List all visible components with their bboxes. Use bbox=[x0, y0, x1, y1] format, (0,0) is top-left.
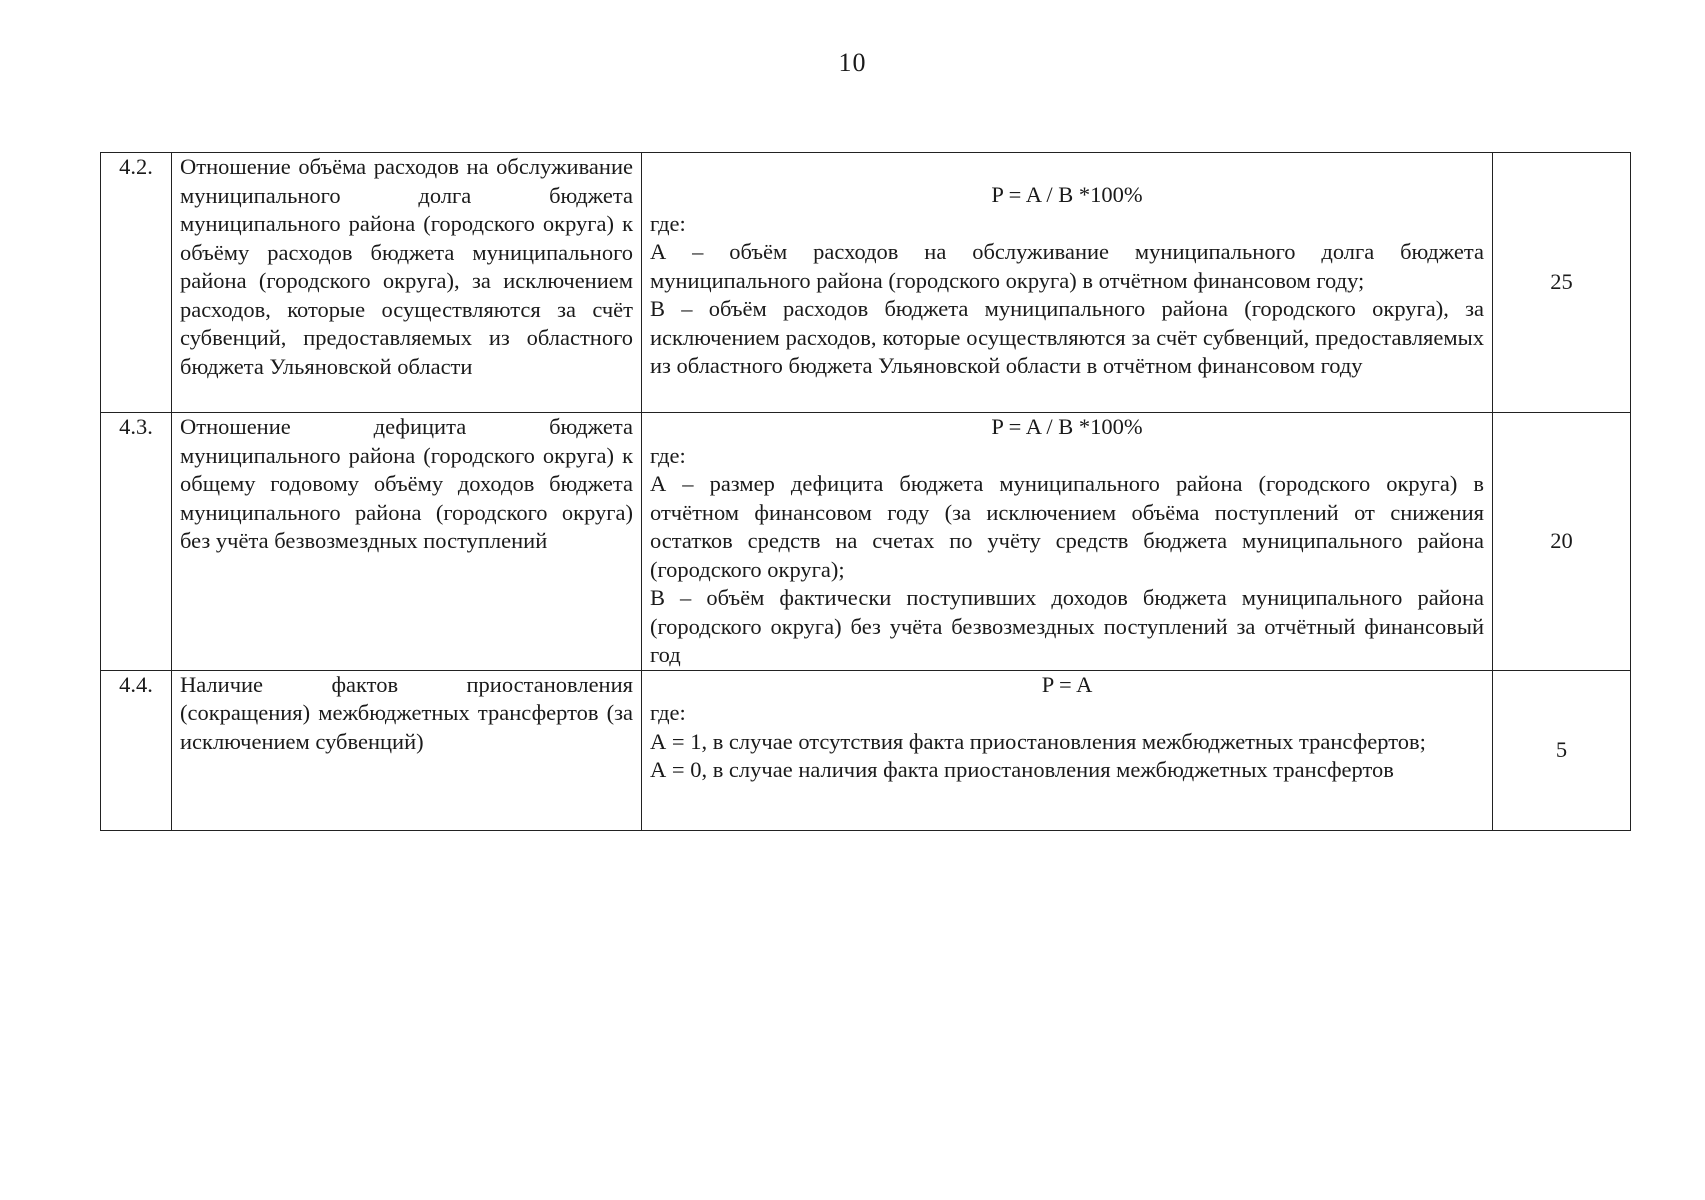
score-cell bbox=[1493, 153, 1631, 413]
formula-variable-desc: А = 0, в случае наличия факта приостановления межбюджетных трансфертов bbox=[650, 757, 1394, 782]
row-number: 4.4. bbox=[119, 671, 153, 697]
formula-variable-desc: А = 1, в случае отсутствия факта приостановления межбюджетных трансфертов; bbox=[650, 728, 1426, 754]
page-number: 10 bbox=[838, 48, 867, 77]
indicator-name: Отношение объёма расходов на обслуживание муниципального долга бюджета муниципального района (городского округа) к объёму расходов бюджета муниципального района (городского округа), за исключением расходов, которые осуществляются за счёт субвенций, предоставляемых из областного бюджета Ульяновской области bbox=[180, 154, 633, 379]
formula-variable-desc: В – объём расходов бюджета муниципального района (городского округа), за исключением расходов, которые осуществляются за счёт субвенций, предоставляемых из областного бюджета Ульяновской области в отчётном финансовом году bbox=[650, 296, 1484, 378]
formula-where: где: bbox=[650, 210, 686, 236]
formula-where: где: bbox=[650, 442, 686, 468]
score-value: 5 bbox=[1555, 736, 1568, 762]
indicator-name-cell bbox=[172, 153, 642, 413]
table-row bbox=[101, 670, 1631, 830]
formula-where: где: bbox=[650, 700, 686, 725]
formula: P = A / B *100% bbox=[991, 414, 1143, 439]
score-value: 25 bbox=[1550, 269, 1573, 295]
indicator-name: Отношение дефицита бюджета муниципального района (городского округа) к общему годовому объёму доходов бюджета муниципального района (городского округа) без учёта безвозмездных поступлений bbox=[180, 414, 633, 553]
row-number-cell bbox=[101, 413, 172, 671]
row-number-cell bbox=[101, 670, 172, 830]
row-number: 4.2. bbox=[119, 154, 153, 179]
formula: P = A bbox=[1041, 671, 1093, 697]
table-row bbox=[101, 413, 1631, 671]
formula-variable-desc: А – размер дефицита бюджета муниципального района (городского округа) в отчётном финансовом году (за исключением объёма поступлений от снижения остатков средств на счетах по учёту средств бюджета муниципального района (городского округа); bbox=[650, 471, 1484, 582]
indicator-name-cell bbox=[172, 413, 642, 671]
formula: P = A / B *100% bbox=[991, 182, 1143, 207]
formula-cell bbox=[642, 153, 1493, 413]
indicator-name: Наличие фактов приостановления (сокращения) межбюджетных трансфертов (за исключением субвенций) bbox=[180, 671, 633, 754]
criteria-table bbox=[100, 152, 1631, 831]
formula-variable-desc: В – объём фактически поступивших доходов бюджета муниципального района (городского округа) без учёта безвозмездных поступлений за отчётный финансовый год bbox=[650, 585, 1484, 667]
table-row bbox=[101, 153, 1631, 413]
score-cell bbox=[1493, 413, 1631, 671]
formula-cell bbox=[642, 413, 1493, 671]
indicator-name-cell bbox=[172, 670, 642, 830]
formula-cell bbox=[642, 670, 1493, 830]
formula-variable-desc: А – объём расходов на обслуживание муниципального долга бюджета муниципального района (городского округа) в отчётном финансовом году; bbox=[650, 239, 1484, 293]
score-value: 20 bbox=[1550, 528, 1573, 553]
row-number: 4.3. bbox=[119, 414, 153, 439]
score-cell bbox=[1493, 670, 1631, 830]
row-number-cell bbox=[101, 153, 172, 413]
